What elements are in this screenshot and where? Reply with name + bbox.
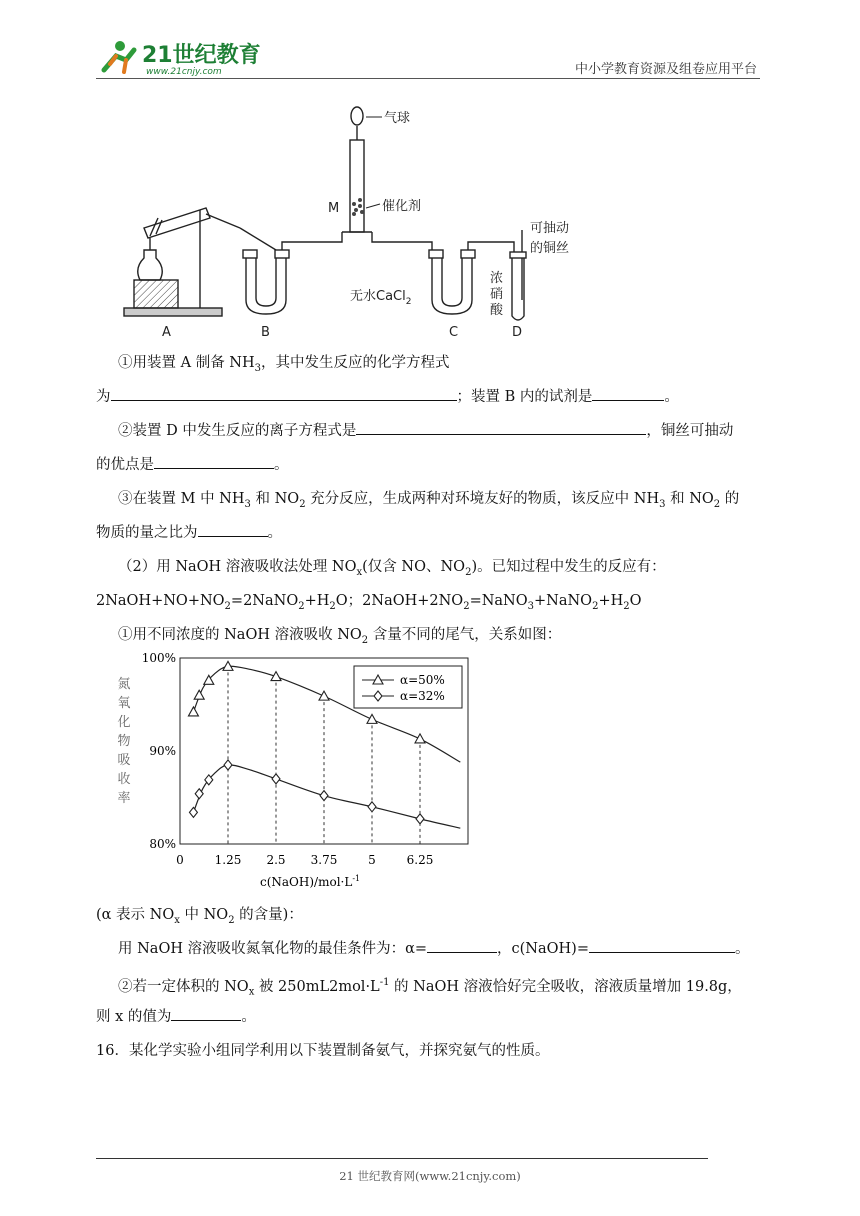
label-wire-2: 的铜丝 bbox=[530, 241, 570, 256]
c2-line-1: ②若一定体积的 $NO_x$ 被 $250mL2mol\cdot L^{-1}$ 的 NaOH 溶液恰好完全吸收，溶液质量增加 19.8g， bbox=[118, 977, 742, 998]
data-point bbox=[319, 691, 329, 700]
answer-blank[interactable] bbox=[154, 454, 274, 469]
data-point bbox=[194, 690, 204, 699]
label-a: A bbox=[162, 325, 171, 340]
x-tick-label: 1.25 bbox=[214, 853, 242, 867]
label-m: M bbox=[328, 201, 340, 216]
data-point bbox=[189, 807, 197, 817]
label-acid-3: 酸 bbox=[490, 303, 504, 318]
legend-label: α=32% bbox=[400, 689, 445, 703]
chart-intro: ①用不同浓度的 NaOH 溶液吸收 $NO_2$ 含量不同的尾气，关系如图： bbox=[118, 627, 562, 646]
label-catalyst: 催化剂 bbox=[382, 199, 422, 214]
label-cacl2: 无水CaCl$_2$ bbox=[350, 289, 412, 307]
label-wire-1: 可抽动 bbox=[530, 221, 570, 236]
q1-line-1: ①用装置 A 制备 $NH_3$，其中发生反应的化学方程式 bbox=[118, 355, 450, 374]
answer-blank[interactable] bbox=[592, 386, 664, 401]
label-acid-2: 硝 bbox=[490, 287, 504, 302]
absorption-chart bbox=[110, 650, 490, 895]
q2-line-2: 的优点是 。 bbox=[96, 454, 764, 476]
chart-legend bbox=[354, 666, 462, 708]
q3-line-1: ③在装置 M 中 $NH_3$ 和 $NO_2$ 充分反应，生成两种对环境友好的物质，该反应中 $NH_3$ 和 $NO_2$ 的 bbox=[118, 491, 740, 510]
q1-line-2: 为 ；装置 B 内的试剂是 。 bbox=[96, 386, 764, 408]
logo-sub-text: www.21cnjy.com bbox=[146, 67, 222, 77]
answer-blank[interactable] bbox=[171, 1006, 241, 1021]
header-divider bbox=[96, 78, 760, 79]
data-point bbox=[368, 802, 376, 812]
answer-blank[interactable] bbox=[111, 386, 457, 401]
data-point bbox=[272, 774, 280, 784]
platform-name: 中小学教育资源及组卷应用平台 bbox=[574, 62, 757, 77]
c2-line-2: 则 x 的值为 。 bbox=[96, 1006, 764, 1028]
label-b: B bbox=[261, 325, 270, 340]
x-tick-label: 3.75 bbox=[310, 853, 338, 867]
q2-line-1: ②装置 D 中发生反应的离子方程式是 ，铜丝可抽动 bbox=[118, 420, 764, 442]
x-axis-label: $c(NaOH)/mol\cdot L^{-1}$ bbox=[260, 874, 361, 889]
y-axis-label-char: 氧 bbox=[117, 696, 131, 711]
y-axis-label-char: 吸 bbox=[117, 753, 131, 768]
q3-line-2: 物质的量之比为 。 bbox=[96, 522, 764, 544]
answer-blank[interactable] bbox=[427, 938, 497, 953]
data-point bbox=[415, 734, 425, 743]
label-c: C bbox=[449, 325, 459, 340]
x-tick-label: 6.25 bbox=[406, 853, 434, 867]
data-point bbox=[367, 714, 377, 723]
answer-blank[interactable] bbox=[198, 522, 268, 537]
y-axis-label-char: 收 bbox=[117, 772, 131, 787]
y-axis-label-char: 氮 bbox=[117, 677, 131, 692]
y-tick-label: 80% bbox=[149, 837, 176, 851]
data-point bbox=[188, 707, 198, 716]
label-balloon: 气球 bbox=[384, 111, 411, 126]
best-condition: 用 NaOH 溶液吸收氮氧化物的最佳条件为：α= ，c(NaOH)= 。 bbox=[118, 938, 764, 960]
data-point bbox=[320, 791, 328, 801]
y-axis-label-char: 率 bbox=[117, 791, 131, 806]
x-tick-label: 5 bbox=[368, 853, 376, 867]
y-axis-label-char: 化 bbox=[117, 715, 131, 730]
alpha-note: (α 表示 $NO_x$ 中 $NO_2$ 的含量)： bbox=[96, 907, 303, 926]
part2-intro: （2）用 NaOH 溶液吸收法处理 $NO_x$(仅含 NO、$NO_2$)。已知过程中发生的反应有： bbox=[118, 559, 666, 578]
data-point bbox=[224, 760, 232, 770]
label-acid-1: 浓 bbox=[490, 271, 504, 286]
y-tick-label: 100% bbox=[141, 651, 176, 665]
x-tick-label: 0 bbox=[176, 853, 184, 867]
data-point bbox=[416, 814, 424, 824]
y-axis-label-char: 物 bbox=[117, 734, 131, 749]
answer-blank[interactable] bbox=[589, 938, 735, 953]
legend-label: α=50% bbox=[400, 673, 445, 687]
x-tick-label: 2.5 bbox=[266, 853, 286, 867]
answer-blank[interactable] bbox=[356, 420, 646, 435]
footer-text: 21 世纪教育网(www.21cnjy.com) bbox=[339, 1169, 521, 1183]
footer-divider bbox=[96, 1158, 708, 1159]
apparatus-diagram bbox=[110, 100, 600, 345]
question-16: 16．某化学实验小组同学利用以下装置制备氨气，并探究氨气的性质。 bbox=[96, 1043, 550, 1059]
label-d: D bbox=[512, 325, 523, 340]
logo-main-text: 21世纪教育 bbox=[142, 43, 261, 68]
site-logo bbox=[96, 34, 266, 78]
reaction-equations: $2NaOH+NO+NO_2=2NaNO_2+H_2O$；$2NaOH+2NO_2=NaNO_3+NaNO_2+H_2O$ bbox=[96, 593, 642, 612]
y-tick-label: 90% bbox=[149, 744, 176, 758]
data-point bbox=[271, 672, 281, 681]
